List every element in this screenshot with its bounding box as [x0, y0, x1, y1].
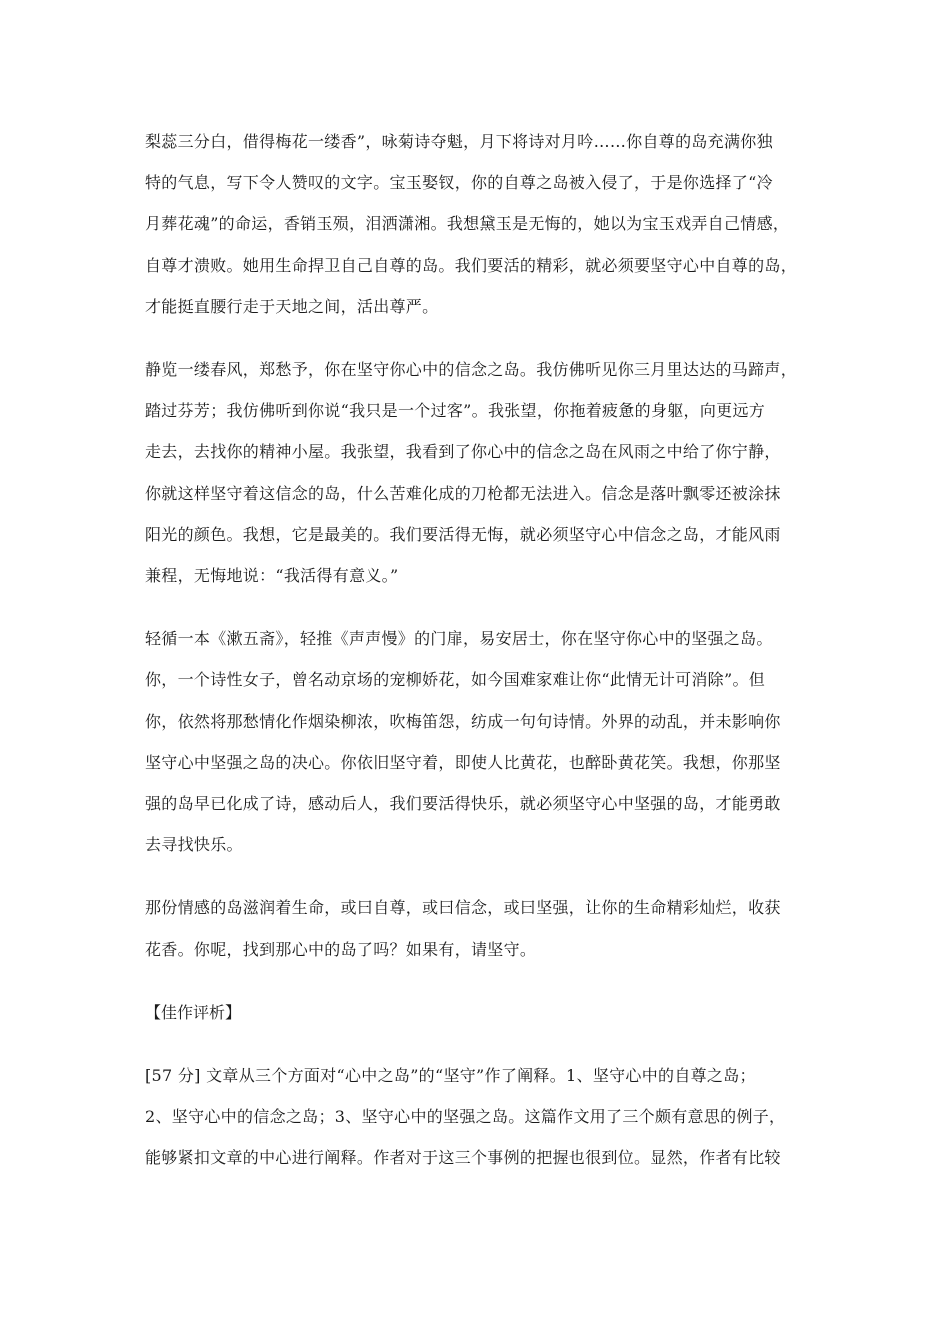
text-line: 坚守心中坚强之岛的决心。你依旧坚守着，即使人比黄花，也醉卧黄花笑。我想，你那坚	[145, 752, 781, 772]
text-line: 你，一个诗性女子，曾名动京场的宠柳娇花，如今国难家难让你“此情无计可消除”。但	[145, 670, 766, 690]
text-line: 你就这样坚守着这信念的岛，什么苦难化成的刀枪都无法进入。信念是落叶飘零还被涂抹	[145, 483, 781, 503]
text-line: 自尊才溃败。她用生命捍卫自己自尊的岛。我们要活的精彩，就必须要坚守心中自尊的岛，	[145, 255, 798, 275]
text-line: 花香。你呢，找到那心中的岛了吗？如果有，请坚守。	[145, 939, 537, 959]
text-line: 静览一缕春风，郑愁予，你在坚守你心中的信念之岛。我仿佛听见你三月里达达的马蹄声，	[145, 360, 798, 380]
text-line: 特的气息，写下令人赞叹的文字。宝玉娶钗，你的自尊之岛被入侵了，于是你选择了“冷	[145, 173, 773, 193]
text-line: 月葬花魂”的命运，香销玉殒，泪洒潇湘。我想黛玉是无悔的，她以为宝玉戏弄自己情感，	[145, 214, 790, 234]
text-line: 兼程，无悔地说：“我活得有意义。”	[145, 566, 399, 586]
text-line: 那份情感的岛滋润着生命，或曰自尊，或曰信念，或曰坚强，让你的生命精彩灿烂，收获	[145, 898, 781, 918]
review-paragraph	[145, 1055, 817, 1179]
essay-paragraph-self-respect	[145, 121, 817, 327]
essay-paragraph-strength	[145, 618, 817, 865]
text-line: 2、坚守心中的信念之岛；3、坚守心中的坚强之岛。这篇作文用了三个颇有意思的例子，	[145, 1107, 786, 1127]
text-line: 才能挺直腰行走于天地之间，活出尊严。	[145, 296, 439, 316]
text-line: 走去，去找你的精神小屋。我张望，我看到了你心中的信念之岛在风雨之中给了你宁静，	[145, 442, 781, 462]
essay-body	[145, 121, 817, 1201]
text-line: 阳光的颜色。我想，它是最美的。我们要活得无悔，就必须坚守心中信念之岛，才能风雨	[145, 524, 781, 544]
text-line: 强的岛早已化成了诗，感动后人，我们要活得快乐，就必须坚守心中坚强的岛，才能勇敢	[145, 794, 781, 814]
text-line: 去寻找快乐。	[145, 835, 243, 855]
text-line: 能够紧扣文章的中心进行阐释。作者对于这三个事例的把握也很到位。显然，作者有比较	[145, 1148, 781, 1168]
review-heading: 【佳作评析】	[145, 1002, 242, 1022]
text-line: 你，依然将那愁情化作烟染柳浓，吹梅笛怨，纺成一句句诗情。外界的动乱，并未影响你	[145, 711, 781, 731]
essay-paragraph-belief	[145, 349, 817, 596]
essay-paragraph-conclusion	[145, 887, 817, 969]
text-line: 轻循一本《漱五斋》，轻推《声声慢》的门扉，易安居士，你在坚守你心中的坚强之岛。	[145, 629, 773, 649]
text-line: [57 分] 文章从三个方面对“心中之岛”的“坚守”作了阐释。1、坚守心中的自尊之岛；	[145, 1066, 756, 1086]
text-line: 踏过芬芳；我仿佛听到你说“我只是一个过客”。我张望，你拖着疲惫的身躯，向更远方	[145, 401, 766, 421]
text-line: 梨蕊三分白，借得梅花一缕香”，咏菊诗夺魁，月下将诗对月吟……你自尊的岛充满你独	[145, 132, 773, 151]
